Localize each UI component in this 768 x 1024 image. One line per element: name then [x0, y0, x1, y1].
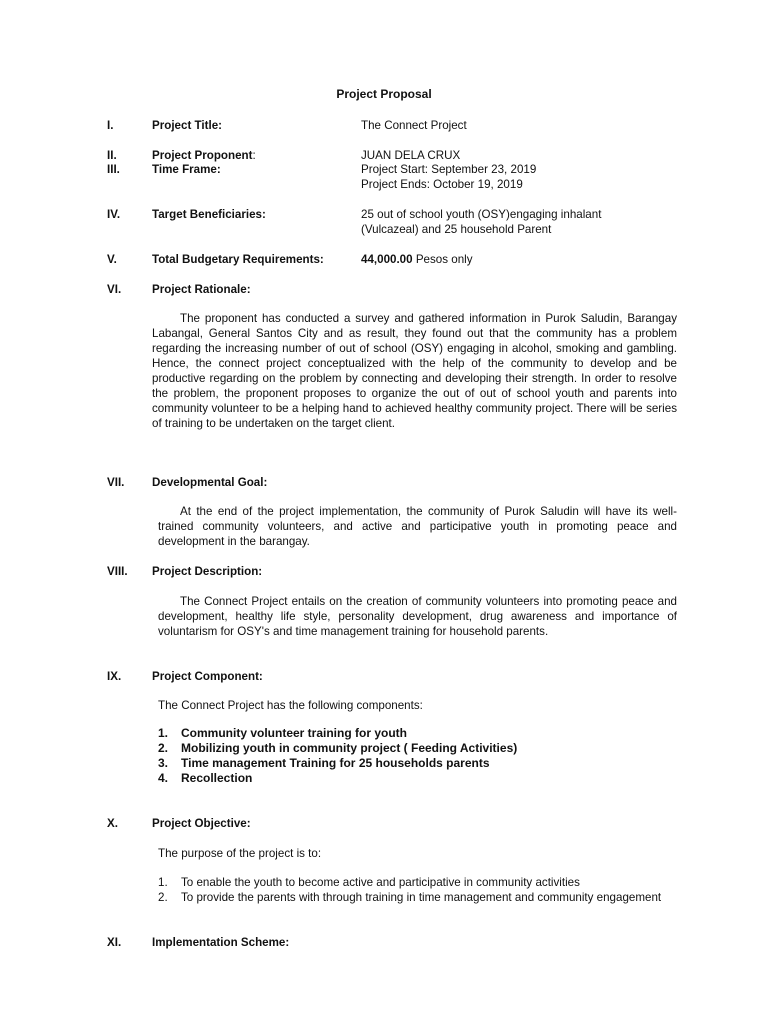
section-numeral: V. — [107, 253, 117, 266]
list-number: 4. — [158, 771, 169, 785]
list-text: Time management Training for 25 households parents — [181, 756, 490, 770]
section-numeral: VIII. — [107, 565, 128, 578]
budget-label: Total Budgetary Requirements: — [152, 253, 324, 266]
description-text: The Connect Project entails on the creation of community volunteers into promoting peace and development, healthy life style, personality development, drug awareness and importance of voluntarism for OSY's and time management training for household parents. — [158, 595, 677, 638]
list-text: Recollection — [181, 771, 253, 785]
list-number: 1. — [158, 726, 169, 740]
project-objective-label: Project Objective: — [152, 817, 251, 830]
project-description-paragraph — [158, 594, 677, 639]
list-item — [158, 741, 678, 756]
project-start-date: Project Start: September 23, 2019 — [361, 163, 537, 176]
list-text: Mobilizing youth in community project ( Feeding Activities) — [181, 741, 518, 755]
section-numeral: I. — [107, 119, 114, 132]
component-list — [158, 726, 678, 786]
list-number: 1. — [158, 876, 168, 889]
section-numeral: II. — [107, 149, 117, 162]
goal-text: At the end of the project implementation, the community of Purok Saludin will have its well-trained community volunteers, and active and participative youth in promoting peace and development in the barangay. — [158, 505, 677, 548]
list-text: Community volunteer training for youth — [181, 726, 408, 740]
project-rationale-paragraph — [152, 311, 677, 431]
developmental-goal-paragraph — [158, 504, 677, 549]
section-numeral: IV. — [107, 208, 121, 221]
implementation-scheme-label: Implementation Scheme: — [152, 936, 290, 949]
list-item — [158, 890, 678, 905]
project-description-label: Project Description: — [152, 565, 263, 578]
project-title-value: The Connect Project — [361, 119, 467, 132]
document-title: Project Proposal — [336, 87, 432, 101]
project-rationale-label: Project Rationale: — [152, 283, 251, 296]
project-proponent-label — [152, 148, 256, 163]
section-numeral: IX. — [107, 670, 122, 683]
list-number: 2. — [158, 891, 168, 904]
target-beneficiaries-label: Target Beneficiaries: — [152, 208, 266, 221]
target-beneficiaries-line-1: 25 out of school youth (OSY)engaging inhalant — [361, 208, 602, 221]
list-item — [158, 726, 678, 741]
budget-value — [361, 252, 473, 267]
section-numeral: XI. — [107, 936, 122, 949]
section-numeral: VI. — [107, 283, 122, 296]
list-item — [158, 875, 678, 890]
list-text: To enable the youth to become active and participative in community activities — [181, 876, 580, 889]
project-component-label: Project Component: — [152, 670, 263, 683]
developmental-goal-label: Developmental Goal: — [152, 476, 268, 489]
budget-unit: Pesos only — [415, 253, 473, 266]
section-numeral: X. — [107, 817, 118, 830]
project-end-date: Project Ends: October 19, 2019 — [361, 178, 523, 191]
project-title-label: Project Title: — [152, 119, 223, 132]
section-numeral: VII. — [107, 476, 125, 489]
list-number: 3. — [158, 756, 169, 770]
section-numeral: III. — [107, 163, 120, 176]
list-item — [158, 756, 678, 771]
project-proponent-value: JUAN DELA CRUX — [361, 149, 461, 162]
target-beneficiaries-line-2: (Vulcazeal) and 25 household Parent — [361, 223, 552, 236]
list-item — [158, 771, 678, 786]
list-number: 2. — [158, 741, 169, 755]
time-frame-label: Time Frame: — [152, 163, 221, 176]
objective-intro: The purpose of the project is to: — [158, 847, 322, 860]
budget-amount: 44,000.00 — [361, 253, 413, 266]
rationale-text: The proponent has conducted a survey and gathered information in Purok Saludin, Barangay Labangal, General Santos City and as result, they found out that the community has a problem regarding the increasing number of out of school (OSY) engaging in alcohol, smoking and gambling. Hence, the connect project conceptualized with the help of the community to develop and be productive regarding on the problem by connecting and developing their strength. In order to resolve the problem, the proponent proposes to organize the out of out of school youth and parents into community volunteer to be a helping hand to achieved healthy community project. There will be series of training to be undertaken on the target client. — [152, 312, 677, 430]
component-intro: The Connect Project has the following components: — [158, 699, 423, 712]
list-text: To provide the parents with through training in time management and community engagement — [181, 891, 662, 904]
proponent-label-colon: : — [252, 149, 256, 162]
objective-list — [158, 875, 678, 905]
proponent-label-text: Project Proponent — [152, 149, 253, 162]
